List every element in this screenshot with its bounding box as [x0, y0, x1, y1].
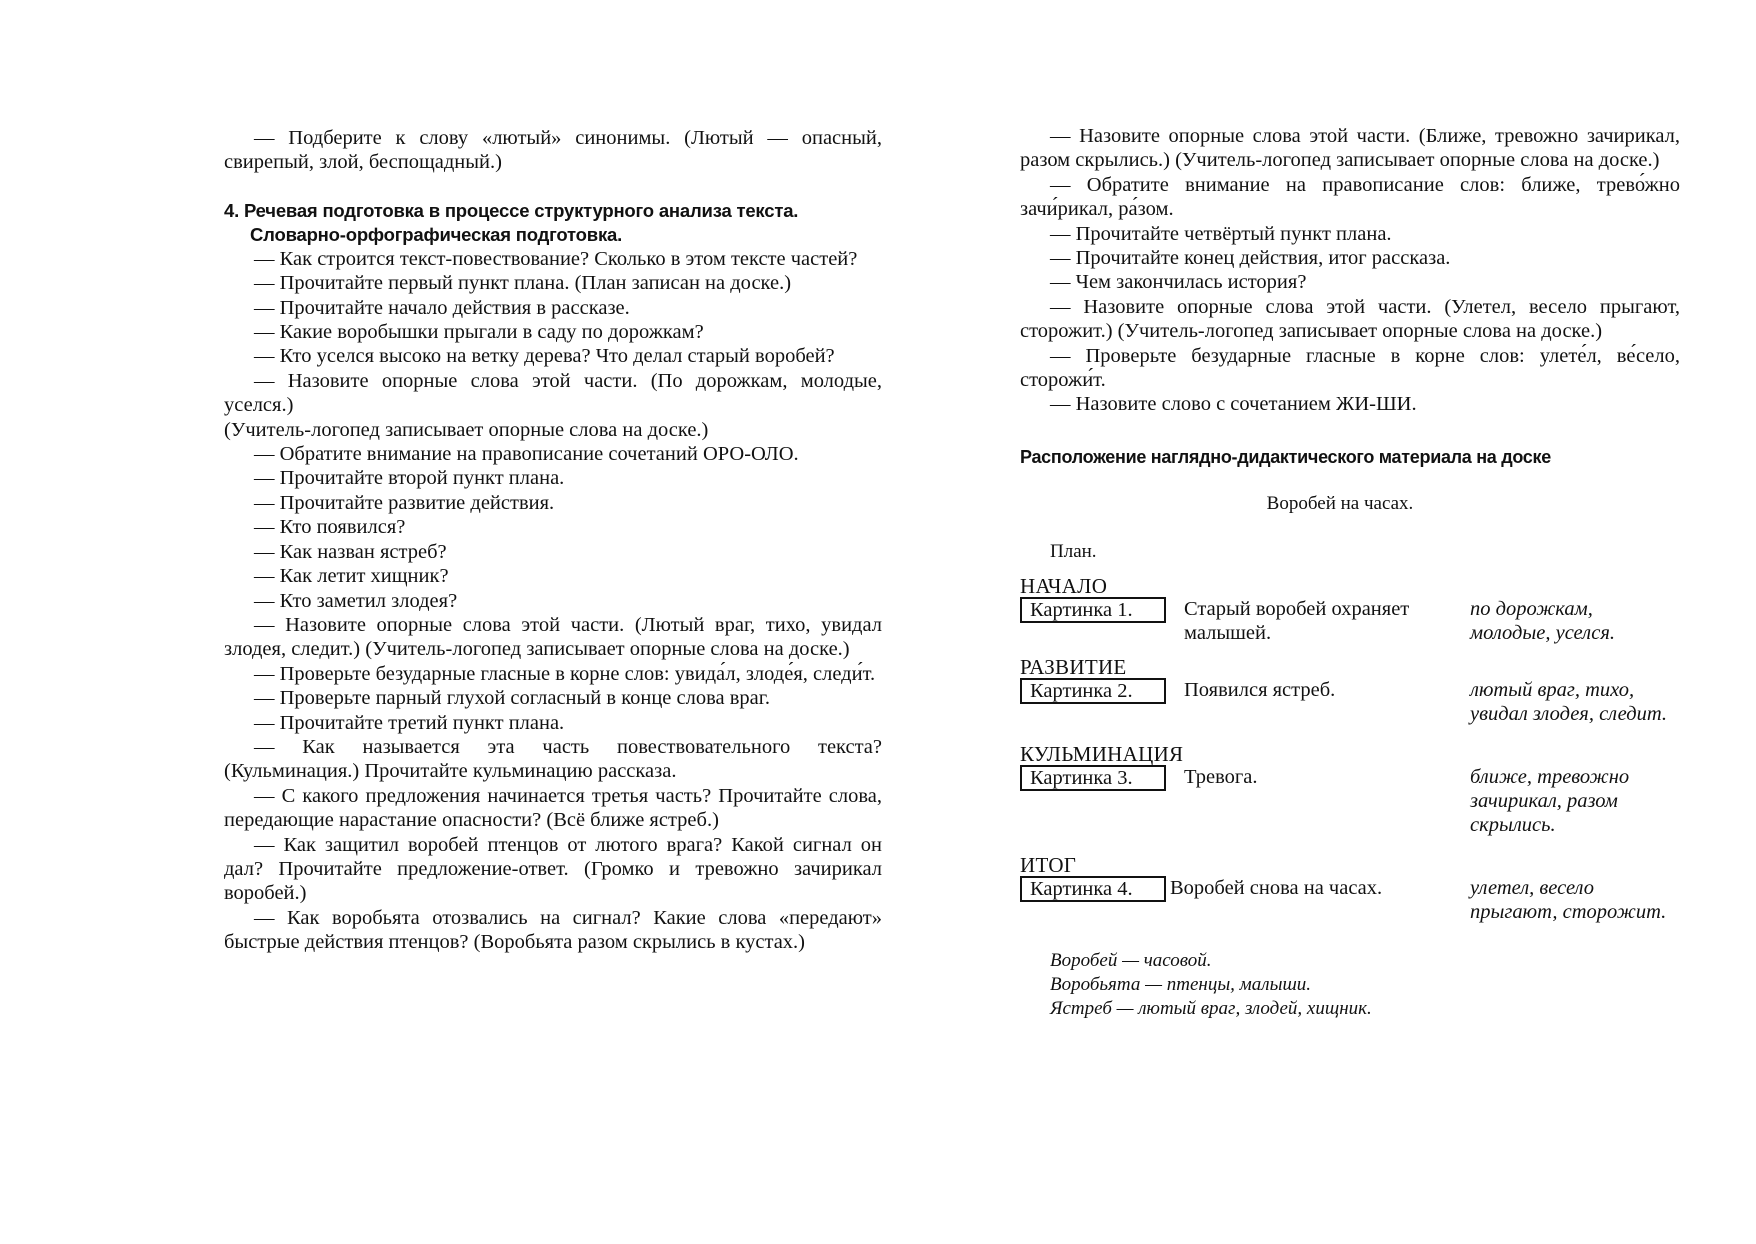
question: — Как воробьята отозвались на сигнал? Какие слова «передают» быстрые действия птенцов? (Воробьята разом скрылись в кустах.): [224, 906, 882, 954]
note-line: Воробей — часовой.: [1050, 949, 1212, 971]
question: — Прочитайте развитие действия.: [254, 491, 555, 514]
question: — Прочитайте второй пункт плана.: [254, 467, 565, 490]
question: — Назовите слово с сочетанием ЖИ-ШИ.: [1050, 393, 1417, 416]
plan-description: Появился ястреб.: [1184, 678, 1336, 701]
question: — Назовите опорные слова этой части. (Лютый враг, тихо, увидал злодея, следит.) (Учитель-логопед записывает опорные слова на доске.): [224, 613, 882, 661]
plan-description: Старый воробей охраняет малышей.: [1184, 597, 1410, 645]
key-words: улетел, весело прыгают, сторожит.: [1470, 876, 1667, 924]
plan-row: [1020, 678, 1680, 727]
plan-description: Воробей снова на часах.: [1170, 876, 1383, 899]
question: — С какого предложения начинается третья часть? Прочитайте слова, передающие нарастание опасности? (Всё ближе ястреб.): [224, 784, 882, 832]
question: — Какие воробышки прыгали в саду по дорожкам?: [254, 321, 704, 344]
question: — Проверьте безударные гласные в корне слов: увида́л, злоде́я, следи́т.: [254, 662, 876, 685]
picture-label: Картинка 1.: [1020, 597, 1166, 623]
section-heading-line1: 4. Речевая подготовка в процессе структурного анализа текста.: [224, 199, 799, 221]
question: — Как защитил воробей птенцов от лютого врага? Какой сигнал он дал? Прочитайте предложение-ответ. (Громко и тревожно зачирикал воробей.): [224, 833, 882, 905]
key-words: ближе, тревожно зачирикал, разом скрылись.: [1470, 765, 1630, 837]
question: — Как называется эта часть повествовательного текста? (Кульминация.) Прочитайте кульминацию рассказа.: [224, 735, 882, 783]
question: — Прочитайте начало действия в рассказе.: [254, 296, 630, 319]
question: — Обратите внимание на правописание сочетаний ОРО-ОЛО.: [254, 443, 799, 466]
question: — Как летит хищник?: [254, 565, 449, 588]
key-words: по дорожкам, молодые, уселся.: [1470, 597, 1616, 645]
question: — Прочитайте четвёртый пункт плана.: [1050, 222, 1392, 245]
section-heading-line2: Словарно-орфографическая подготовка.: [250, 223, 623, 245]
question: — Проверьте парный глухой согласный в конце слова враг.: [254, 687, 770, 710]
stage-title: РАЗВИТИЕ: [1020, 654, 1127, 679]
stage-title: КУЛЬМИНАЦИЯ: [1020, 741, 1184, 766]
plan-stage: [1020, 656, 1680, 727]
plan-table: [1020, 575, 1680, 925]
question: — Назовите опорные слова этой части. (По дорожкам, молодые, уселся.): [224, 369, 882, 417]
question: — Кто уселся высоко на ветку дерева? Что делал старый воробей?: [254, 345, 835, 368]
stage-title: НАЧАЛО: [1020, 573, 1108, 598]
right-page: [1020, 124, 1680, 1021]
plan-row: [1020, 765, 1680, 838]
question: — Назовите опорные слова этой части. (Улетел, весело прыгают, сторожит.) (Учитель-логопед записывает опорные слова на доске.): [1020, 295, 1680, 343]
plan-label: План.: [1050, 540, 1097, 562]
question: — Как назван ястреб?: [254, 540, 447, 563]
plan-description: Тревога.: [1184, 765, 1258, 788]
picture-label: Картинка 2.: [1020, 678, 1166, 704]
intro-question: — Подберите к слову «лютый» синонимы. (Лютый — опасный, свирепый, злой, беспощадный.): [224, 127, 882, 174]
stage-title: ИТОГ: [1020, 852, 1077, 877]
plan-stage: [1020, 575, 1680, 646]
picture-label: Картинка 3.: [1020, 765, 1166, 791]
question: — Проверьте безударные гласные в корне слов: улете́л, ве́село, сторожи́т.: [1020, 344, 1680, 392]
note-line: Воробьята — птенцы, малыши.: [1050, 973, 1312, 995]
question: — Чем закончилась история?: [1050, 271, 1307, 294]
question: — Кто появился?: [254, 516, 406, 539]
board-heading: Расположение наглядно-дидактического материала на доске: [1020, 446, 1551, 467]
left-page: [224, 126, 882, 955]
question: — Прочитайте третий пункт плана.: [254, 711, 565, 734]
note-line: Ястреб — лютый враг, злодей, хищник.: [1050, 997, 1372, 1019]
picture-label: Картинка 4.: [1020, 876, 1166, 902]
question: — Обратите внимание на правописание слов: ближе, трево́жно зачи́рикал, ра́зом.: [1020, 173, 1680, 221]
plan-stage: [1020, 854, 1680, 925]
question: — Прочитайте первый пункт плана. (План записан на доске.): [254, 272, 792, 295]
board-title: Воробей на часах.: [1266, 492, 1414, 514]
teacher-note: (Учитель-логопед записывает опорные слова на доске.): [224, 418, 709, 441]
question: — Назовите опорные слова этой части. (Ближе, тревожно зачирикал, разом скрылись.) (Учитель-логопед записывает опорные слова на доске.): [1020, 125, 1680, 172]
question: — Прочитайте конец действия, итог рассказа.: [1050, 247, 1451, 270]
question: — Как строится текст-повествование? Сколько в этом тексте частей?: [254, 247, 858, 270]
question: — Кто заметил злодея?: [254, 589, 458, 612]
plan-stage: [1020, 743, 1680, 838]
key-words: лютый враг, тихо, увидал злодея, следит.: [1470, 678, 1668, 726]
section-heading: [224, 199, 882, 247]
plan-row: [1020, 876, 1680, 925]
vocabulary-notes: [1050, 949, 1680, 1021]
plan-row: [1020, 597, 1680, 646]
